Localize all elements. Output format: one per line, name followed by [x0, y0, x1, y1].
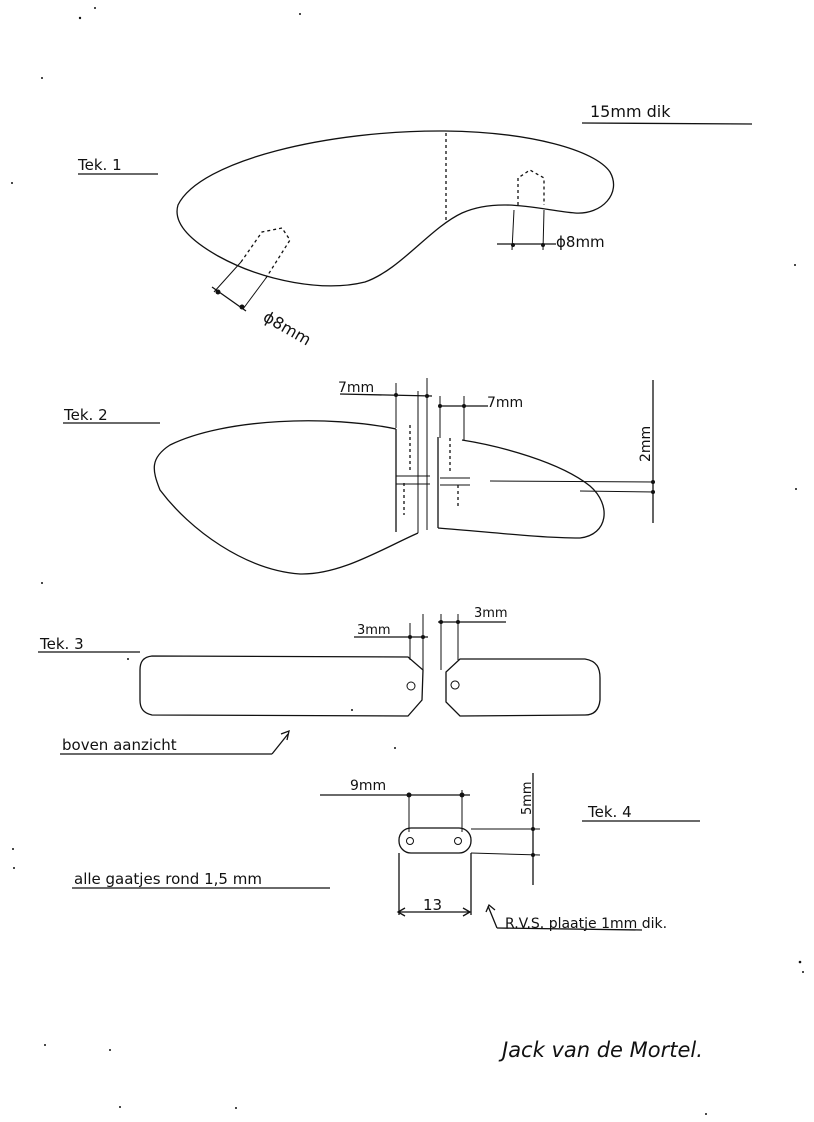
tek4-label: Tek. 4 [588, 803, 632, 821]
tek1-hole-right-dim: ϕ8mm [556, 233, 605, 251]
signature [498, 1038, 703, 1062]
tek1-label: Tek. 1 [78, 156, 122, 174]
tek2-left-part [154, 421, 418, 574]
scan-specks [11, 7, 804, 1115]
tek1-hole-left-dim: ϕ8mm [260, 307, 315, 350]
tek2-dim-vertical: 2mm [638, 425, 654, 462]
tek4-dim-bottom: 13 [423, 896, 443, 914]
tek2-dim-left: 7mm [338, 380, 375, 396]
tek2-right-part [438, 440, 604, 538]
holes-note [72, 870, 330, 888]
tek3-left-block [140, 656, 423, 716]
tek2-label: Tek. 2 [64, 406, 108, 424]
signature-text: Jack van de Mortel. [502, 1038, 703, 1062]
tek1-outline [177, 131, 614, 286]
tek4-plate [399, 828, 471, 853]
thickness-note [582, 102, 752, 124]
tek4-dim-height: 5mm [520, 781, 535, 815]
tek3-right-block [446, 659, 600, 716]
tek3-drawing [38, 606, 600, 754]
tek1-drawing [77, 131, 614, 349]
holes-note-text: alle gaatjes rond 1,5 mm [74, 870, 262, 888]
tek3-caption: boven aanzicht [62, 736, 177, 754]
tek3-dim-right: 3mm [474, 606, 508, 621]
tek3-dim-left: 3mm [357, 623, 391, 638]
thickness-note-text: 15mm dik [590, 102, 671, 121]
tek2-drawing [63, 378, 655, 574]
tek4-plate-note: R.V.S. plaatje 1mm dik. [505, 916, 668, 932]
tek4-drawing [320, 773, 700, 932]
tek4-dim-width: 9mm [350, 778, 387, 794]
tek2-dim-right: 7mm [487, 395, 524, 411]
tek3-label: Tek. 3 [40, 635, 84, 653]
